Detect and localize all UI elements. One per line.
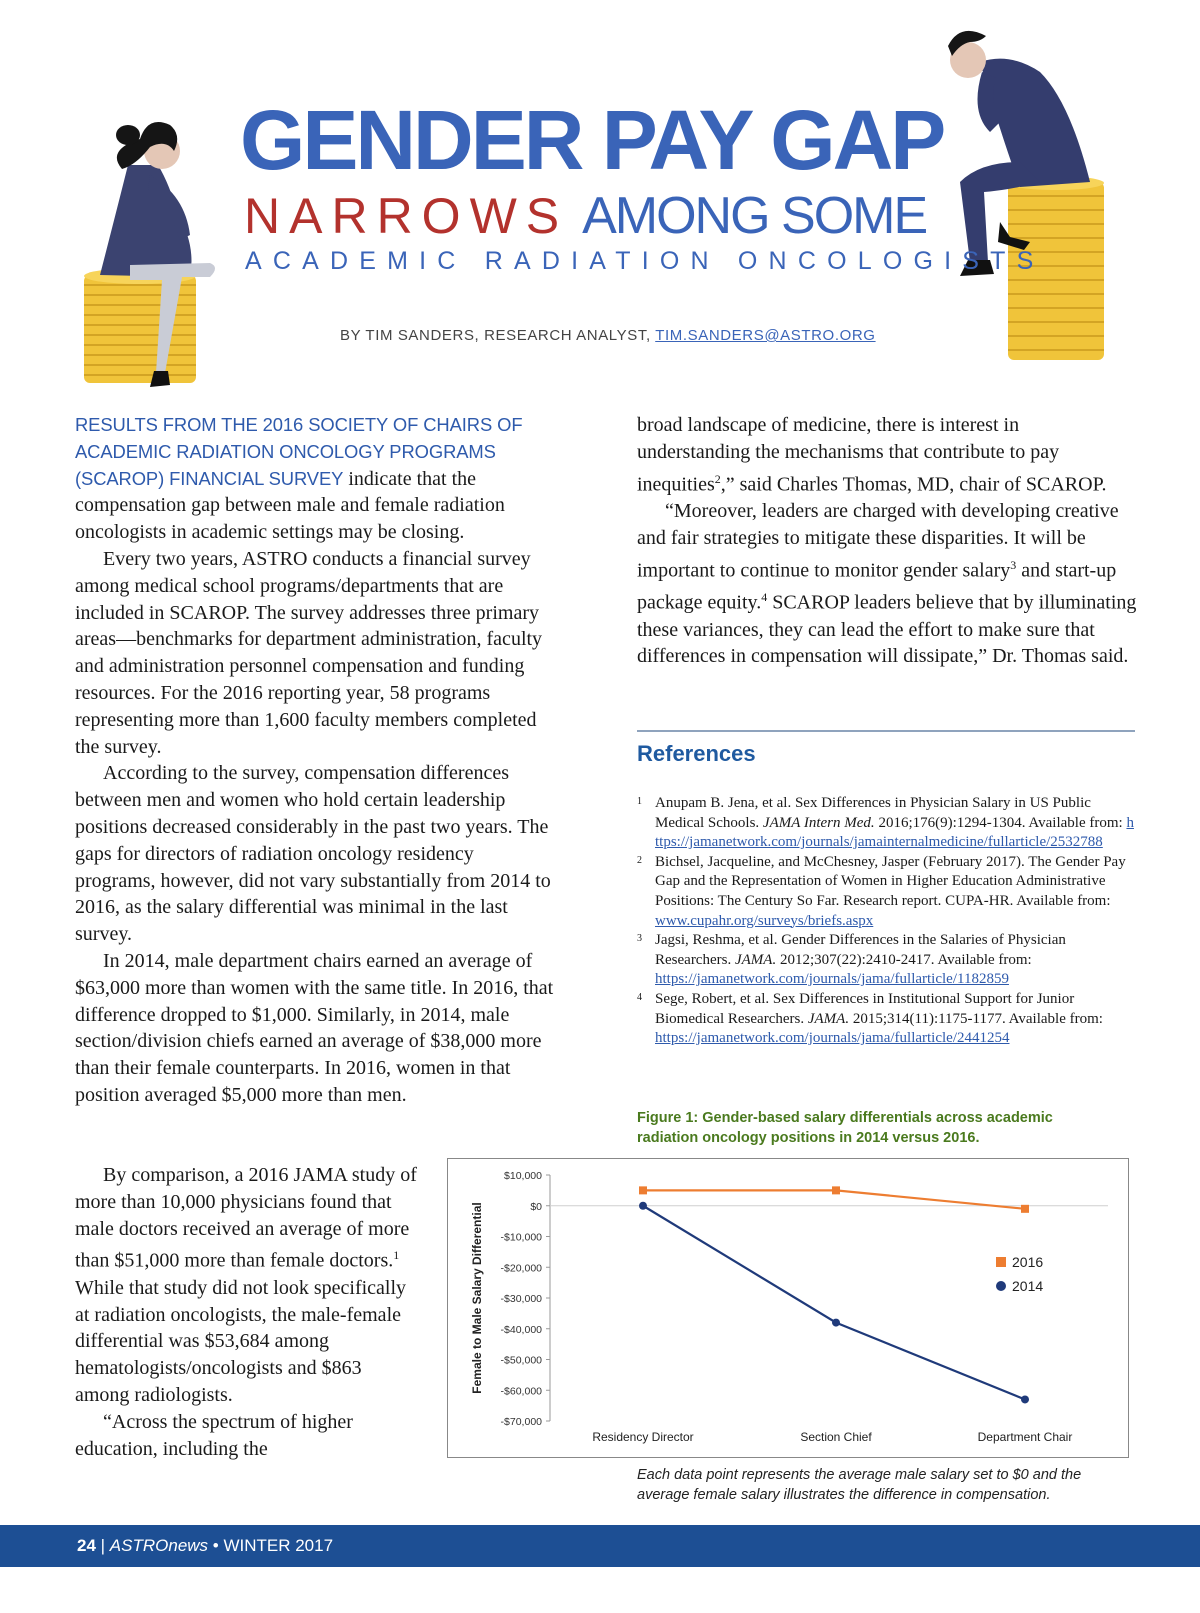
headline-among-some: AMONG SOME — [582, 187, 927, 245]
paragraph-5-text-a: By comparison, a 2016 JAMA study of more than 10,000 physicians found that male doctors received an average of more than $51,000 more than female doctors. — [75, 1164, 417, 1273]
y-tick-label: -$60,000 — [500, 1385, 542, 1398]
headline-line-2 — [244, 187, 974, 245]
paragraph-7 — [637, 412, 1137, 498]
paragraph-8-text-a: “Moreover, leaders are charged with developing creative and fair strategies to mitigate these disparities. It will be important to continue to monitor gender salary — [637, 500, 1119, 582]
reference-text: Jagsi, Reshma, et al. Gender Differences in the Salaries of Physician Researchers. — [655, 932, 1066, 968]
data-point-2016 — [832, 1186, 840, 1194]
paragraph-6: “Across the spectrum of higher education, including the — [75, 1410, 353, 1460]
footer-dot: • — [208, 1536, 224, 1555]
x-tick-label: Department Chair — [977, 1430, 1073, 1444]
reference-link[interactable]: https://jamanetwork.com/journals/jama/fullarticle/1182859 — [655, 971, 1009, 988]
issue-label: WINTER 2017 — [223, 1536, 334, 1555]
legend-marker-2016 — [996, 1257, 1006, 1267]
paragraph-2: Every two years, ASTRO conducts a financial survey among medical school programs/departments that are included in SCAROP. The survey addresses three primary areas—benchmarks for department administration, faculty and administration personnel compensation and funding resources. For the 2016 reporting year, 58 programs representing more than 1,600 faculty members completed the survey. — [75, 547, 543, 758]
article-column-right — [637, 412, 1137, 670]
y-tick-label: -$10,000 — [500, 1231, 542, 1244]
reference-journal: JAMA. — [734, 951, 777, 968]
legend-label-2014: 2014 — [1012, 1278, 1044, 1294]
data-point-2014 — [639, 1202, 647, 1210]
y-tick-label: $0 — [530, 1200, 542, 1213]
data-point-2016 — [639, 1186, 647, 1194]
y-tick-label: -$40,000 — [500, 1323, 542, 1336]
x-tick-label: Residency Director — [592, 1430, 694, 1444]
page-number: 24 — [77, 1536, 96, 1555]
chart-note: Each data point represents the average male salary set to $0 and the average female salary illustrates the difference in compensation. — [637, 1467, 1082, 1503]
reference-link[interactable]: www.cupahr.org/surveys/briefs.aspx — [655, 912, 874, 929]
reference-text-b: 2016;176(9):1294-1304. Available from: — [874, 814, 1127, 831]
paragraph-1-text: indicate that the compensation gap between male and female radiation oncologists in academic settings may be closing. — [75, 467, 505, 544]
reference-journal: JAMA Intern Med. — [762, 814, 875, 831]
paragraph-8 — [637, 498, 1137, 670]
legend-marker-2014 — [996, 1281, 1006, 1291]
y-tick-label: -$50,000 — [500, 1354, 542, 1367]
paragraph-8-text-c: SCAROP leaders believe that by illuminating these variances, they can lead the effort to make sure that differences in compensation will dissipate,” Dr. Thomas said. — [637, 591, 1137, 668]
reference-item — [637, 853, 1137, 931]
footnote-ref-1: 1 — [393, 1248, 400, 1263]
figure-label: Figure 1: — [637, 1110, 699, 1126]
reference-link[interactable]: https://jamanetwork.com/journals/jama/fullarticle/2441254 — [655, 1030, 1010, 1047]
salary-chart — [447, 1158, 1129, 1458]
reference-item — [637, 794, 1137, 853]
references-divider — [637, 730, 1135, 732]
article-column-left-lower — [75, 1162, 420, 1462]
byline-author: BY TIM SANDERS, RESEARCH ANALYST, — [340, 327, 656, 344]
paragraph-1 — [75, 412, 555, 546]
y-tick-label: -$30,000 — [500, 1293, 542, 1305]
legend-label-2016: 2016 — [1012, 1254, 1044, 1270]
headline-line-3: ACADEMIC RADIATION ONCOLOGISTS — [245, 247, 1045, 275]
headline-narrows: NARROWS — [244, 188, 569, 244]
footnote-ref-3: 3 — [1010, 557, 1017, 572]
reference-number: 1 — [637, 796, 642, 807]
paragraph-8-text-b: and start-up package equity. — [637, 559, 1117, 614]
footnote-ref-2: 2 — [714, 471, 721, 486]
page-footer — [0, 1525, 1200, 1567]
paragraph-5 — [75, 1162, 420, 1409]
reference-text-b: 2015;314(11):1175-1177. Available from: — [849, 1010, 1103, 1027]
reference-number: 4 — [637, 991, 642, 1003]
reference-number: 3 — [637, 933, 642, 945]
byline — [340, 327, 876, 344]
reference-text: Sege, Robert, et al. Sex Differences in Institutional Support for Junior Biomedical Researchers. — [655, 990, 1075, 1027]
byline-email-link[interactable]: TIM.SANDERS@ASTRO.ORG — [655, 327, 876, 344]
reference-text: Anupam B. Jena, et al. Sex Differences in Physician Salary in US Public Medical Schools. — [655, 795, 1091, 831]
figure-caption — [637, 1108, 1107, 1148]
y-tick-label: -$20,000 — [500, 1262, 542, 1275]
footer-separator: | — [95, 1536, 110, 1555]
paragraph-3: According to the survey, compensation differences between men and women who hold certain leadership positions decreased considerably in the past two years. The gaps for directors of radiation oncology residency programs, however, did not vary substantially from 2014 to 2016, as the salary differential was minimal in the last survey. — [75, 762, 551, 946]
article-column-left — [75, 412, 555, 1109]
paragraph-4: In 2014, male department chairs earned an average of $63,000 more than women with the same title. In 2016, that difference dropped to $1,000. Similarly, in 2014, male section/division chiefs earned an average of $38,000 more than their female counterparts. In 2016, women in that position averaged $5,000 more than men. — [75, 949, 554, 1106]
salary-chart-svg — [448, 1159, 1128, 1457]
x-tick-label: Section Chief — [800, 1430, 872, 1444]
data-point-2016 — [1021, 1205, 1029, 1213]
paragraph-7-text-b: ,” said Charles Thomas, MD, chair of SCAROP. — [720, 473, 1107, 496]
headline: GENDER PAY GAP — [240, 93, 944, 187]
y-axis-title: Female to Male Salary Differential — [470, 1202, 484, 1394]
reference-item — [637, 990, 1137, 1049]
series-line-2014 — [643, 1206, 1025, 1400]
magazine-name: ASTROnews — [109, 1536, 209, 1555]
woman-thinker-illustration — [70, 95, 230, 400]
paragraph-7-text-a: broad landscape of medicine, there is interest in understanding the mechanisms that contribute to pay inequities — [637, 414, 1060, 496]
reference-item — [637, 931, 1137, 990]
reference-journal: JAMA. — [807, 1010, 850, 1027]
reference-text-b: 2012;307(22):2410-2417. Available from: — [776, 951, 1032, 968]
data-point-2014 — [1021, 1395, 1029, 1403]
footnote-ref-4: 4 — [761, 590, 768, 605]
figure-caption-text: Gender-based salary differentials across academic radiation oncology positions in 2014 versus 2016. — [637, 1110, 1053, 1146]
references-list — [637, 794, 1137, 1049]
y-tick-label: $10,000 — [504, 1170, 542, 1182]
y-tick-label: -$70,000 — [500, 1416, 542, 1428]
reference-text: Bichsel, Jacqueline, and McChesney, Jasper (February 2017). The Gender Pay Gap and the Representation of Women in Higher Education Administrative Positions: The Century So Far. Research report. CUPA-HR. Available from: — [655, 853, 1126, 909]
lead-in: RESULTS FROM THE 2016 SOCIETY OF CHAIRS OF ACADEMIC RADIATION ONCOLOGY PROGRAMS (SCAROP) FINANCIAL SURVEY — [75, 414, 523, 489]
data-point-2014 — [832, 1319, 840, 1327]
paragraph-5-text-b: While that study did not look specifically at radiation oncologists, the male-female differential was $53,684 among hematologists/oncologists and $863 among radiologists. — [75, 1276, 407, 1407]
reference-link[interactable]: https://jamanetwork.com/journals/jamainternalmedicine/fullarticle/2532788 — [655, 814, 1134, 851]
references-heading: References — [637, 741, 756, 766]
reference-number: 2 — [637, 854, 642, 866]
